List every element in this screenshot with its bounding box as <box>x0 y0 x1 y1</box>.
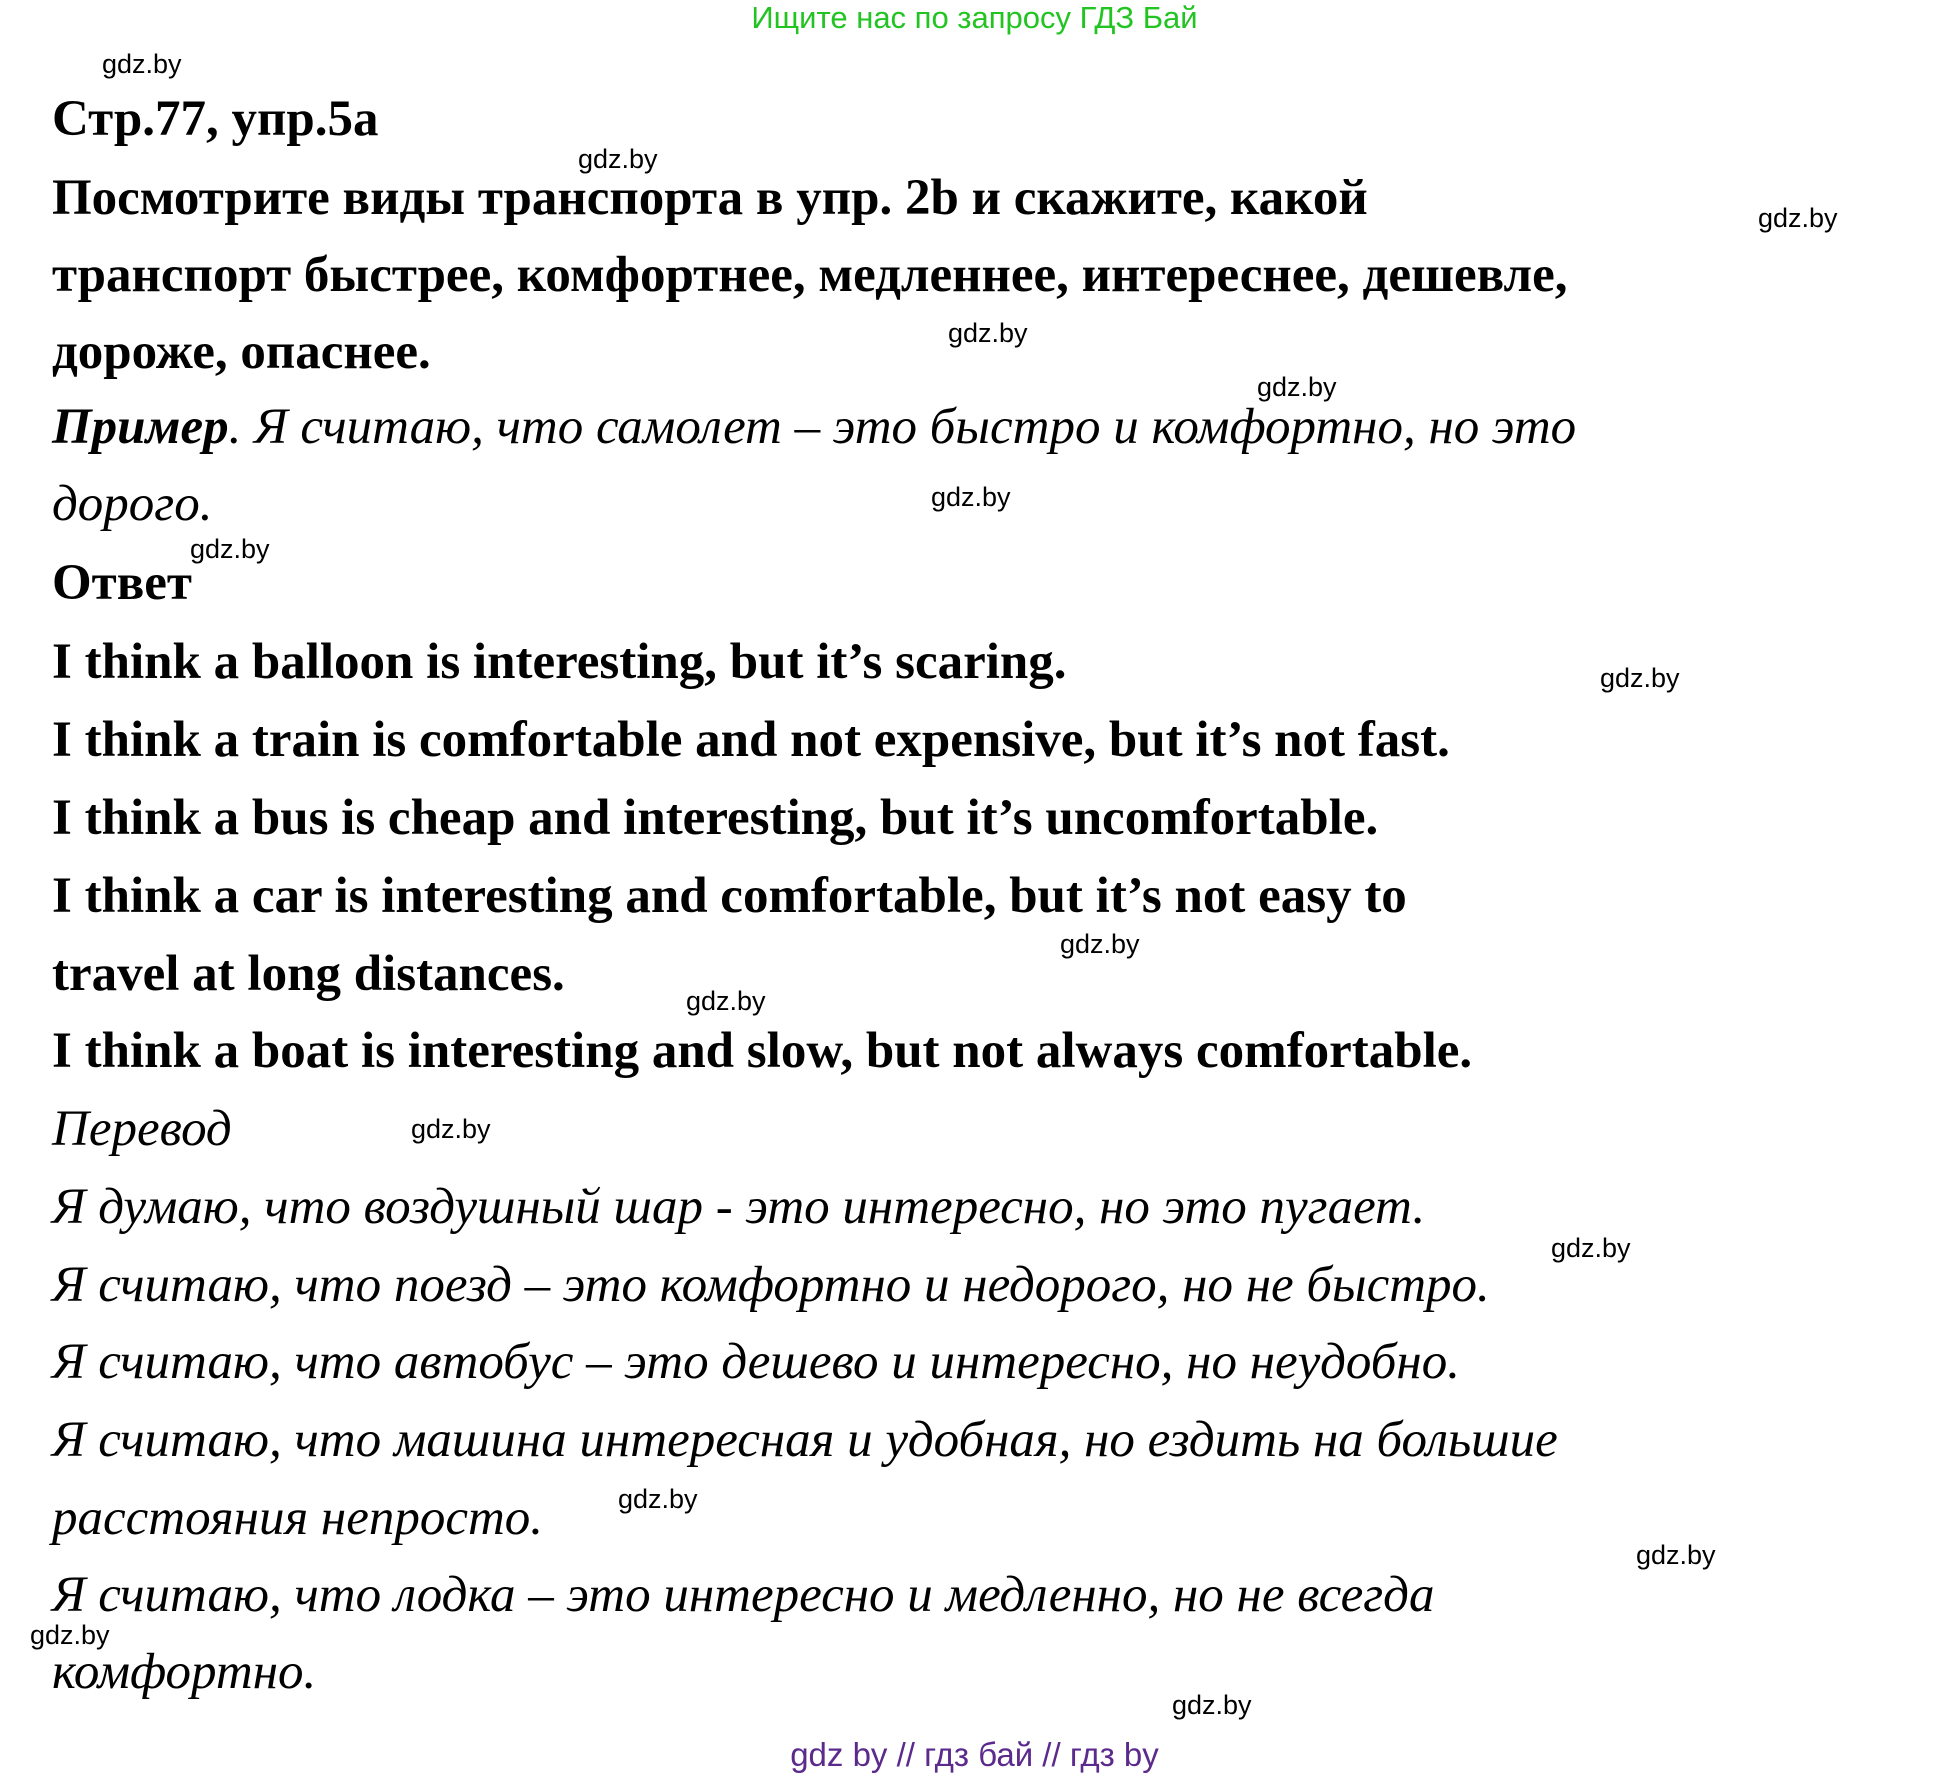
watermark: gdz.by <box>1060 929 1140 959</box>
translation-label: Перевод <box>52 1101 232 1157</box>
watermark: gdz.by <box>686 986 766 1016</box>
answer-line-4: I think a car is interesting and comfortable, but it’s not easy to <box>52 868 1407 924</box>
translation-line-2: Я считаю, что поезд – это комфортно и недорого, но не быстро. <box>52 1257 1490 1313</box>
watermark: gdz.by <box>1551 1233 1631 1263</box>
answer-line-3: I think a bus is cheap and interesting, but it’s uncomfortable. <box>52 790 1379 846</box>
watermark: gdz.by <box>578 144 658 174</box>
watermark: gdz.by <box>190 534 270 564</box>
watermark: gdz.by <box>618 1484 698 1514</box>
task-line-1: Посмотрите виды транспорта в упр. 2b и скажите, какой <box>52 170 1368 226</box>
watermark: gdz.by <box>948 318 1028 348</box>
example-label: Пример <box>52 399 229 455</box>
watermark: gdz.by <box>1600 663 1680 693</box>
watermark: gdz.by <box>102 49 182 79</box>
top-banner: Ищите нас по запросу ГДЗ Бай <box>751 0 1198 35</box>
translation-line-1: Я думаю, что воздушный шар - это интересно, но это пугает. <box>52 1179 1426 1235</box>
example-line-1 <box>52 397 1576 457</box>
translation-line-7: комфортно. <box>52 1644 317 1700</box>
translation-line-5: расстояния непросто. <box>52 1490 544 1546</box>
translation-line-3: Я считаю, что автобус – это дешево и интересно, но неудобно. <box>52 1334 1460 1390</box>
watermark: gdz.by <box>931 482 1011 512</box>
watermark: gdz.by <box>1758 203 1838 233</box>
translation-line-6: Я считаю, что лодка – это интересно и медленно, но не всегда <box>52 1567 1435 1623</box>
task-line-2: транспорт быстрее, комфортнее, медленнее, интереснее, дешевле, <box>52 247 1568 303</box>
footer-links: gdz by // гдз бай // гдз by <box>790 1736 1159 1773</box>
watermark: gdz.by <box>1636 1540 1716 1570</box>
translation-line-4: Я считаю, что машина интересная и удобная, но ездить на большие <box>52 1412 1558 1468</box>
answer-line-1: I think a balloon is interesting, but it’s scaring. <box>52 634 1067 690</box>
answer-line-2: I think a train is comfortable and not expensive, but it’s not fast. <box>52 712 1450 768</box>
watermark: gdz.by <box>411 1114 491 1144</box>
watermark: gdz.by <box>30 1620 110 1650</box>
answer-line-5: travel at long distances. <box>52 946 565 1002</box>
page-title: Стр.77, упр.5а <box>52 91 379 147</box>
watermark: gdz.by <box>1257 372 1337 402</box>
watermark: gdz.by <box>1172 1690 1252 1720</box>
example-text: . Я считаю, что самолет – это быстро и комфортно, но это <box>228 399 1577 455</box>
example-line-2: дорого. <box>52 476 213 532</box>
answer-label: Ответ <box>52 555 192 611</box>
task-line-3: дороже, опаснее. <box>52 324 431 380</box>
answer-line-6: I think a boat is interesting and slow, but not always comfortable. <box>52 1023 1473 1079</box>
